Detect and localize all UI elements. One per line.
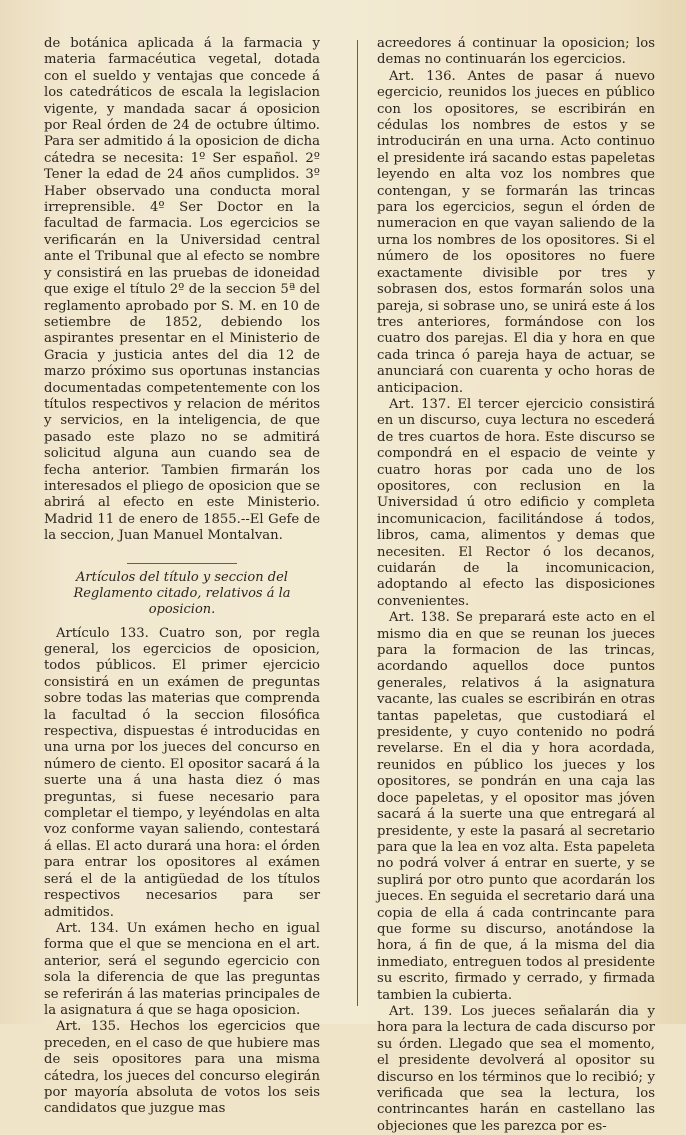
article-137: Art. 137. El tercer ejercicio consistirá en un discurso, cuya lectura no escederá de tres cuartos de hora. Este discurso se compondrá en el espacio de veinte y cuatro horas por cada uno de los opositores, con reclusion en la Universidad ú otro edificio y completa incomunicacion, facilitándose á todos, libros, cama, alimentos y demas que necesiten. El Rector ó los decanos, cuidarán de la incomunicacion, adoptando al efecto las disposiciones convenientes. bbox=[377, 396, 655, 609]
article-138: Art. 138. Se preparará este acto en el mismo dia en que se reunan los jueces para la formacion de las trincas, acordando aquellos doce puntos generales, relativos á la asignatura vacante, las cuales se escribirán en otras tantas papeletas, que custodiará el presidente, y cuyo contenido no podrá revelarse. En el dia y hora acordada, reunidos en público los jueces y los opositores, se pondrán en una caja las doce papeletas, y el opositor mas jóven sacará á la suerte una que entregará al presidente, y este la pasará al secretario para que la lea en voz alta. Esta papeleta no podrá volver á entrar en suerte, y se suplirá por otro punto que acordarán los jueces. En seguida el secretario dará una copia de ella á cada contrincante para que forme su discurso, anotándose la hora, á fin de que, á la misma del dia inmediato, entreguen todos al presidente su escrito, firmado y cerrado, y firmada tambien la cubierta. bbox=[377, 610, 655, 1003]
section-heading: Artículos del título y seccion del Reglamento citado, relativos á la oposicion. bbox=[44, 563, 320, 618]
article-135-end: acreedores á continuar la oposicion; los demas no continuarán los egercicios. bbox=[377, 36, 655, 68]
right-column bbox=[377, 36, 655, 1135]
article-135-start: Art. 135. Hechos los egercicios que preceden, en el caso de que hubiere mas de seis opositores para una misma cátedra, los jueces del concurso elegirán por mayoría absoluta de votos los seis candidatos que juzgue mas bbox=[44, 1019, 320, 1117]
article-136: Art. 136. Antes de pasar á nuevo egercicio, reunidos los jueces en público con los opositores, se escribirán en cédulas los nombres de estos y se introducirán en una urna. Acto continuo el presidente irá sacando estas papeletas leyendo en alta voz los nombres que contengan, y se formarán las trincas para los egercicios, segun el órden de numeracion en que vayan saliendo de la urna los nombres de los opositores. Si el número de los opositores no fuere exactamente divisible por tres y sobrasen dos, estos formarán solos una pareja, si sobrase uno, se unirá este á los tres anteriores, formándose con los cuatro dos parejas. El dia y hora en que cada trinca ó pareja haya de actuar, se anunciará con cuarenta y ocho horas de anticipacion. bbox=[377, 68, 655, 396]
intro-paragraph: de botánica aplicada á la farmacia y materia farmacéutica vegetal, dotada con el sueldo y ventajas que concede á los catedráticos de escala la legislacion vigente, y mandada sacar á oposicion por Real órden de 24 de octubre último. Para ser admitido á la oposicion de dicha cátedra se necesita: 1º Ser español. 2º Tener la edad de 24 años cumplidos. 3º Haber observado una conducta moral irreprensible. 4º Ser Doctor en la facultad de farmacia. Los egercicios se verificarán en la Universidad central ante el Tribunal que al efecto se nombre y consistirá en las pruebas de idoneidad que exige el título 2º de la seccion 5ª del reglamento aprobado por S. M. en 10 de setiembre de 1852, debiendo los aspirantes presentar en el Ministerio de Gracia y justicia antes del dia 12 de marzo próximo sus oportunas instancias documentadas competentemente con los títulos respectivos y relacion de méritos y servicios, en la inteligencia, de que pasado este plazo no se admitirá solicitud alguna aun cuando sea de fecha anterior. Tambien firmarán los interesados el pliego de oposicion que se abrirá al efecto en este Ministerio. Madrid 11 de enero de 1855.--El Gefe de la seccion, Juan Manuel Montalvan. bbox=[44, 36, 320, 544]
left-column bbox=[44, 36, 320, 1118]
article-139: Art. 139. Los jueces señalarán dia y hora para la lectura de cada discurso por su órden. Llegado que sea el momento, el presidente devolverá al opositor su discurso en los términos que lo recibió; y verificada que sea la lectura, los contrincantes harán en castellano las objeciones que les parezca por es- bbox=[377, 1003, 655, 1134]
article-134: Art. 134. Un exámen hecho en igual forma que el que se menciona en el art. anterior, será el segundo egercicio con sola la diferencia de que las preguntas se referirán á las materias principales de la asignatura á que se haga oposicion. bbox=[44, 920, 320, 1018]
article-133: Artículo 133. Cuatro son, por regla general, los egercicios de oposicion, todos públicos. El primer ejercicio consistirá en un exámen de preguntas sobre todas las materias que comprenda la facultad ó la seccion filosófica respectiva, dispuestas é introducidas en una urna por los jueces del concurso en número de ciento. El opositor sacará á la suerte una á una hasta diez ó mas preguntas, si fuese necesario para completar el tiempo, y leyéndolas en alta voz conforme vayan saliendo, contestará á ellas. El acto durará una hora: el órden para entrar los opositores al exámen será el de la antigüedad de los títulos respectivos necesarios para ser admitidos. bbox=[44, 625, 320, 920]
column-divider bbox=[357, 40, 358, 1006]
